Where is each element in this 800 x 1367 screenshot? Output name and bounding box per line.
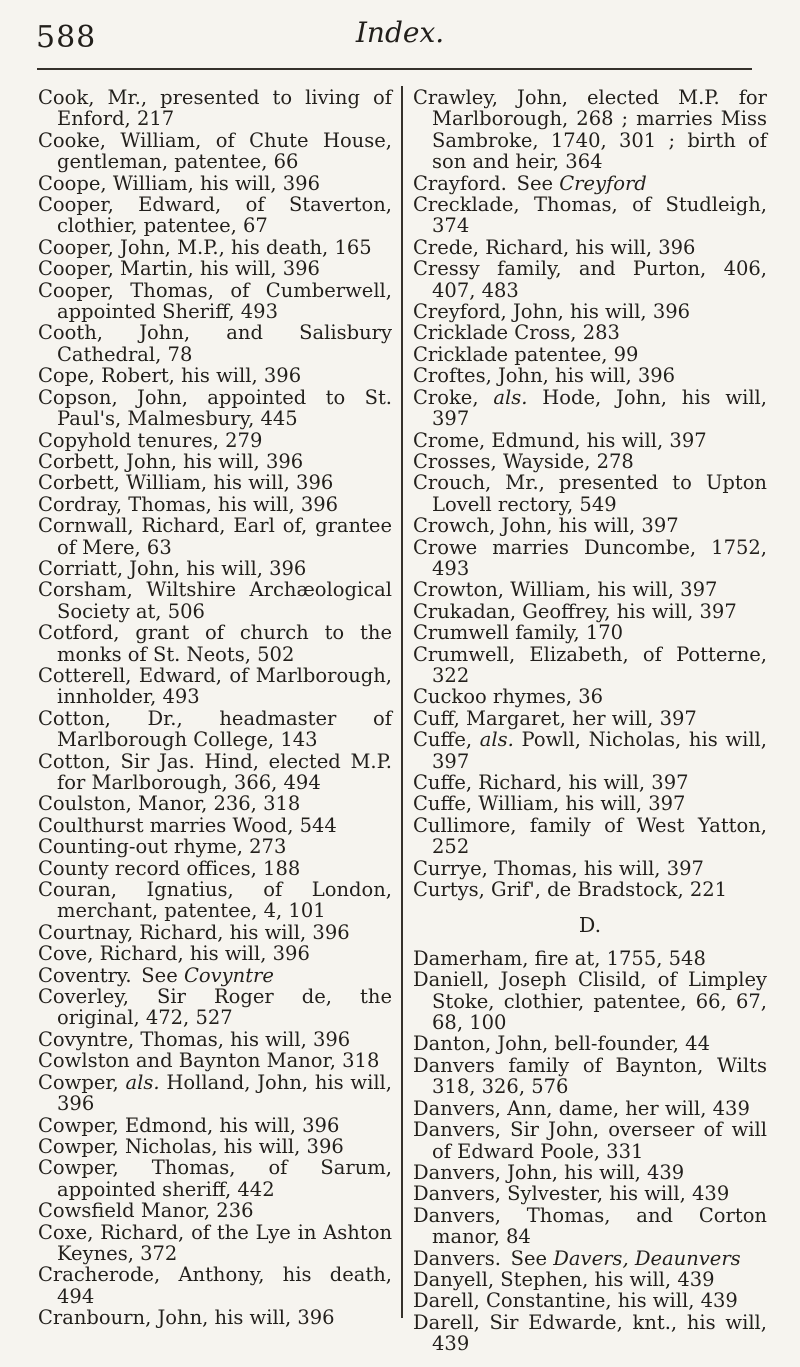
- index-entry: [413, 258, 767, 301]
- entry-text: Cotton, Sir Jas. Hind, elected M.P. for Marlborough, 366, 494: [38, 749, 392, 794]
- entry-text: Coope, William, his will, 396: [38, 171, 320, 195]
- index-entry: [413, 579, 767, 600]
- entry-text: Darell, Sir Edwarde, knt., his will, 439: [413, 1310, 767, 1356]
- index-entry: [413, 772, 767, 793]
- index-entry: [38, 558, 392, 579]
- entry-text: Cressy family, and Purton, 406, 407, 483: [413, 257, 767, 302]
- entry-text: Crowton, William, his will, 397: [413, 578, 718, 602]
- entry-text: Holland, John, his will, 396: [57, 1070, 392, 1116]
- entry-text: Cordray, Thomas, his will, 396: [38, 492, 339, 516]
- entry-text: Cowper,: [38, 1070, 126, 1094]
- entry-text: Danvers, Ann, dame, her will, 439: [413, 1096, 750, 1120]
- entry-text: Cooper, Martin, his will, 396: [38, 257, 320, 281]
- entry-text: Danton, John, bell-founder, 44: [413, 1032, 710, 1056]
- entry-text: Cowper, Nicholas, his will, 396: [38, 1134, 344, 1158]
- entry-text: Cornwall, Richard, Earl of, grantee of Mere, 63: [38, 514, 392, 559]
- cross-reference-term: als.: [493, 385, 528, 409]
- index-entry: [38, 579, 392, 622]
- entry-text: Cuffe,: [413, 728, 480, 752]
- entry-text: Crome, Edmund, his will, 397: [413, 428, 707, 452]
- index-entry: [413, 708, 767, 729]
- entry-text: Crumwell family, 170: [413, 621, 624, 645]
- index-entry: [38, 387, 392, 430]
- index-entry: [413, 515, 767, 536]
- entry-text: Danvers, Sylvester, his will, 439: [413, 1182, 730, 1206]
- index-entry: [413, 387, 767, 430]
- entry-text: Cotton, Dr., headmaster of Marlborough College, 143: [38, 706, 392, 752]
- entry-text: Danvers family of Baynton, Wilts 318, 326, 576: [413, 1053, 767, 1099]
- index-entry: [413, 948, 767, 969]
- entry-text: Darell, Constantine, his will, 439: [413, 1289, 738, 1313]
- entry-text: Crumwell, Elizabeth, of Potterne, 322: [413, 642, 767, 687]
- entry-text: Curtys, Grif', de Bradstock, 221: [413, 878, 728, 902]
- index-entry: [38, 173, 392, 194]
- index-entry: [38, 858, 392, 879]
- entry-text: Danvers, Thomas, and Corton manor, 84: [413, 1203, 767, 1249]
- cross-reference-term: als.: [479, 728, 514, 752]
- entry-text: Cope, Robert, his will, 396: [38, 364, 302, 388]
- entry-text: Hode, John, his will, 397: [432, 385, 767, 431]
- entry-text: Cullimore, family of West Yatton, 252: [413, 813, 767, 859]
- entry-text: Croftes, John, his will, 396: [413, 364, 676, 388]
- index-entry: [38, 836, 392, 857]
- index-entry: [38, 943, 392, 964]
- index-entry: [38, 280, 392, 323]
- entry-text: County record offices, 188: [38, 856, 301, 880]
- index-entry: [413, 644, 767, 687]
- entry-text: Cuff, Margaret, her will, 397: [413, 706, 697, 730]
- cross-reference-term: Davers, Deaunvers: [553, 1246, 741, 1270]
- index-entry: [413, 686, 767, 707]
- entry-text: Crecklade, Thomas, of Studleigh, 374: [413, 193, 767, 238]
- index-entry: [38, 87, 392, 130]
- entry-text: Cricklade patentee, 99: [413, 342, 639, 366]
- index-entry: [38, 665, 392, 708]
- entry-text: Cricklade Cross, 283: [413, 321, 620, 345]
- entry-text: Courtnay, Richard, his will, 396: [38, 920, 350, 944]
- entry-text: Crukadan, Geoffrey, his will, 397: [413, 599, 737, 623]
- index-entry: [413, 858, 767, 879]
- index-entry: [413, 173, 767, 194]
- index-entry: [38, 708, 392, 751]
- index-entry: [38, 494, 392, 515]
- column-divider: [401, 86, 403, 1318]
- index-entry: [38, 515, 392, 558]
- entry-text: Counting-out rhyme, 273: [38, 835, 287, 859]
- index-entry: [38, 365, 392, 386]
- entry-text: Crowe marries Duncombe, 1752, 493: [413, 535, 767, 580]
- entry-text: Danvers, John, his will, 439: [413, 1160, 685, 1184]
- entry-text: Cowper, Thomas, of Sarum, appointed sheriff, 442: [38, 1156, 392, 1201]
- header-rule: [37, 68, 752, 70]
- entry-text: Coulthurst marries Wood, 544: [38, 813, 337, 837]
- entry-text: Cowsfield Manor, 236: [38, 1199, 254, 1223]
- index-entry: [38, 130, 392, 173]
- index-entry: [38, 1200, 392, 1221]
- cross-reference-term: Covyntre: [183, 963, 274, 987]
- index-entry: [413, 1312, 767, 1355]
- index-entry: [38, 1157, 392, 1200]
- entry-text: Crouch, Mr., presented to Upton Lovell rectory, 549: [413, 471, 767, 516]
- entry-text: Covyntre, Thomas, his will, 396: [38, 1027, 351, 1051]
- cross-reference-term: als.: [125, 1070, 160, 1094]
- index-entry: [413, 729, 767, 772]
- index-entry: [413, 1033, 767, 1054]
- entry-text: Cuckoo rhymes, 36: [413, 685, 604, 709]
- index-entry: [413, 451, 767, 472]
- index-entry: [38, 751, 392, 794]
- index-entry: [38, 1307, 392, 1328]
- index-entry: [38, 1050, 392, 1071]
- index-entry: [413, 793, 767, 814]
- entry-text: Copyhold tenures, 279: [38, 428, 263, 452]
- index-entry: [413, 430, 767, 451]
- entry-text: Crawley, John, elected M.P. for Marlborough, 268 ; marries Miss Sambroke, 1740, 301 ; birth of son and heir, 364: [413, 86, 767, 174]
- entry-text: Daniell, Joseph Clisild, of Limpley Stoke, clothier, patentee, 66, 67, 68, 100: [413, 968, 767, 1035]
- index-entry: [413, 622, 767, 643]
- index-entry: [38, 1072, 392, 1115]
- index-entry: [413, 365, 767, 386]
- index-entry: [413, 344, 767, 365]
- index-entry: [413, 537, 767, 580]
- index-entry: [413, 969, 767, 1033]
- entry-text: Powll, Nicholas, his will, 397: [432, 728, 767, 773]
- entry-text: Danvers. See: [413, 1246, 554, 1270]
- entry-text: Damerham, fire at, 1755, 548: [413, 946, 706, 970]
- entry-text: Crayford. See: [413, 171, 560, 195]
- entry-text: Coventry. See: [38, 963, 184, 987]
- entry-text: Crosses, Wayside, 278: [413, 449, 634, 473]
- index-entry: [38, 1222, 392, 1265]
- index-entry: [413, 1119, 767, 1162]
- index-entry: [413, 237, 767, 258]
- entry-text: Cranbourn, John, his will, 396: [38, 1306, 335, 1330]
- index-entry: [38, 965, 392, 986]
- index-entry: [38, 793, 392, 814]
- index-entry: [413, 1248, 767, 1269]
- entry-text: Coxe, Richard, of the Lye in Ashton Keynes, 372: [38, 1220, 392, 1265]
- entry-text: Cotterell, Edward, of Marlborough, innholder, 493: [38, 663, 392, 709]
- entry-text: Cotford, grant of church to the monks of St. Neots, 502: [38, 621, 392, 666]
- entry-text: Corsham, Wiltshire Archæological Society at, 506: [38, 578, 392, 623]
- index-entry: [413, 879, 767, 900]
- entry-text: Croke,: [413, 385, 494, 409]
- index-entry: [413, 1183, 767, 1204]
- index-entry: [38, 472, 392, 493]
- index-entry: [38, 451, 392, 472]
- entry-text: Cooper, Thomas, of Cumberwell, appointed Sheriff, 493: [38, 278, 392, 324]
- index-entry: [38, 194, 392, 237]
- index-entry: [38, 1029, 392, 1050]
- index-entry: [38, 922, 392, 943]
- index-entry: [413, 301, 767, 322]
- entry-text: Corbett, William, his will, 396: [38, 471, 334, 495]
- index-column-left: [38, 87, 392, 1329]
- entry-text: Cooper, John, M.P., his death, 165: [38, 235, 372, 259]
- entry-text: Danvers, Sir John, overseer of will of Edward Poole, 331: [413, 1118, 767, 1163]
- entry-text: Cowper, Edmond, his will, 396: [38, 1113, 340, 1137]
- entry-text: Cowlston and Baynton Manor, 318: [38, 1049, 380, 1073]
- index-entry: [38, 237, 392, 258]
- entry-text: Crowch, John, his will, 397: [413, 514, 679, 538]
- index-entry: [413, 1055, 767, 1098]
- index-entry: [413, 194, 767, 237]
- entry-text: Cooper, Edward, of Staverton, clothier, patentee, 67: [38, 193, 392, 238]
- entry-text: Couran, Ignatius, of London, merchant, patentee, 4, 101: [38, 878, 392, 923]
- index-entry: [413, 87, 767, 173]
- index-entry: [38, 815, 392, 836]
- entry-text: Cuffe, Richard, his will, 397: [413, 771, 689, 794]
- index-entry: [38, 986, 392, 1029]
- index-entry: [413, 1269, 767, 1290]
- index-entry: [38, 1136, 392, 1157]
- entry-text: Corriatt, John, his will, 396: [38, 556, 307, 580]
- entry-text: Crede, Richard, his will, 396: [413, 235, 696, 259]
- entry-text: Cuffe, William, his will, 397: [413, 792, 686, 816]
- section-heading: D.: [578, 913, 602, 938]
- index-entry: [413, 815, 767, 858]
- index-entry: [38, 1264, 392, 1307]
- index-entry: [38, 258, 392, 279]
- index-entry: [413, 1098, 767, 1119]
- index-entry: [413, 1162, 767, 1183]
- entry-text: Creyford, John, his will, 396: [413, 300, 691, 324]
- entry-text: Corbett, John, his will, 396: [38, 449, 304, 473]
- entry-text: Copson, John, appointed to St. Paul's, Malmesbury, 445: [38, 385, 392, 431]
- index-entry: [38, 1115, 392, 1136]
- index-entry: [38, 322, 392, 365]
- cross-reference-term: Creyford: [559, 171, 647, 195]
- index-entry: [413, 1290, 767, 1311]
- entry-text: Cooke, William, of Chute House, gentleman, patentee, 66: [38, 128, 392, 174]
- index-column-right: [413, 87, 767, 1355]
- entry-text: Coulston, Manor, 236, 318: [38, 792, 301, 816]
- index-entry: [413, 472, 767, 515]
- index-entry: [38, 879, 392, 922]
- index-entry: [413, 1205, 767, 1248]
- entry-text: Cove, Richard, his will, 396: [38, 942, 310, 966]
- index-entry: [413, 322, 767, 343]
- index-entry: [413, 601, 767, 622]
- entry-text: Coverley, Sir Roger de, the original, 472, 527: [38, 985, 392, 1030]
- page-title: Index.: [355, 16, 445, 49]
- entry-text: Currye, Thomas, his will, 397: [413, 856, 704, 880]
- entry-text: Cracherode, Anthony, his death, 494: [38, 1263, 392, 1308]
- index-entry: [38, 430, 392, 451]
- index-entry: [38, 622, 392, 665]
- entry-text: Cooth, John, and Salisbury Cathedral, 78: [38, 321, 392, 366]
- page-number: 588: [36, 20, 97, 55]
- entry-text: Cook, Mr., presented to living of Enford, 217: [38, 86, 392, 131]
- entry-text: Danyell, Stephen, his will, 439: [413, 1267, 715, 1291]
